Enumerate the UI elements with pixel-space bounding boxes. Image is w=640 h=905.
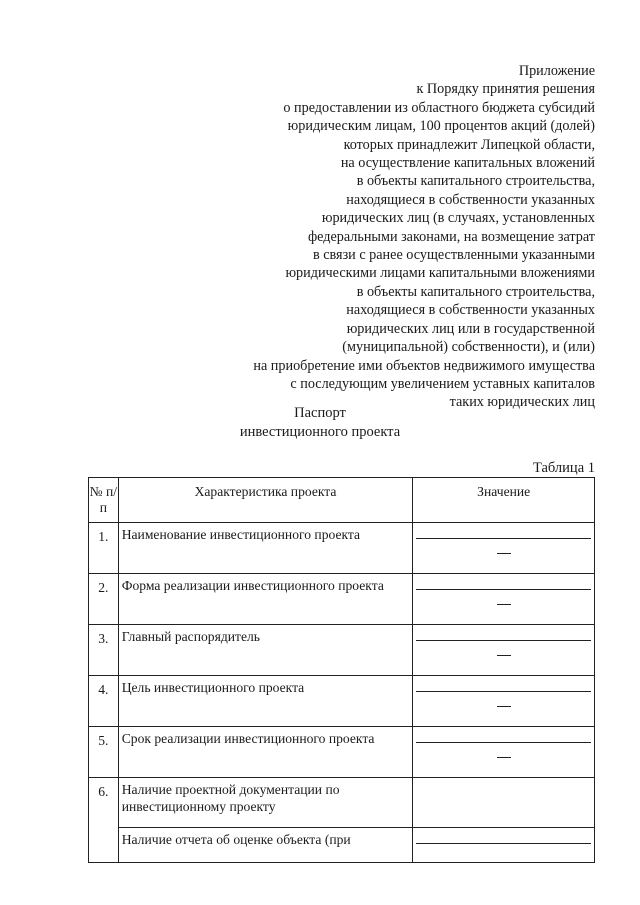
value-blank[interactable] — [413, 676, 595, 727]
value-blank[interactable] — [413, 574, 595, 625]
appendix-line: с последующим увеличением уставных капиталов — [290, 375, 595, 392]
table-row — [89, 574, 595, 625]
appendix-line: к Порядку принятия решения — [416, 81, 595, 98]
row-num: 6. — [98, 784, 109, 799]
row-characteristic: Наличие проектной документации по инвестиционному проекту — [121, 782, 340, 814]
header-characteristic: Характеристика проекта — [194, 484, 337, 499]
appendix-line: юридическим лицам, 100 процентов акций (долей) — [287, 118, 595, 135]
appendix-line: юридических лиц или в государственной — [346, 320, 595, 337]
table-row — [89, 676, 595, 727]
appendix-line: (муниципальной) собственности), и (или) — [342, 339, 595, 356]
table-row — [89, 828, 595, 863]
row-characteristic: Форма реализации инвестиционного проекта — [121, 578, 384, 593]
appendix-line: о предоставлении из областного бюджета субсидий — [283, 99, 595, 116]
row-num: 2. — [98, 580, 109, 595]
table-row — [89, 778, 595, 828]
appendix-line: в объекты капитального строительства, — [356, 283, 595, 300]
appendix-line: федеральными законами, на возмещение затрат — [307, 228, 595, 245]
appendix-line: в объекты капитального строительства, — [356, 173, 595, 190]
appendix-line: таких юридических лиц — [449, 394, 595, 411]
appendix-line: которых принадлежит Липецкой области, — [343, 136, 595, 153]
value-blank[interactable] — [413, 828, 595, 863]
value-blank[interactable] — [413, 523, 595, 574]
row-characteristic: Главный распорядитель — [121, 629, 260, 644]
value-empty[interactable] — [413, 778, 595, 828]
row-num: 3. — [98, 631, 109, 646]
appendix-line: в связи с ранее осуществленными указанными — [313, 247, 595, 264]
row-characteristic: Срок реализации инвестиционного проекта — [121, 731, 375, 746]
appendix-line: на осуществление капитальных вложений — [340, 155, 595, 172]
row-characteristic: Наличие отчета об оценке объекта (при — [121, 832, 351, 847]
row-characteristic: Наименование инвестиционного проекта — [121, 527, 361, 542]
table-header-row — [89, 478, 595, 523]
row-characteristic: Цель инвестиционного проекта — [121, 680, 305, 695]
table-row — [89, 625, 595, 676]
appendix-line: юридическими лицами капитальными вложениями — [285, 265, 595, 282]
header-num: № п/п — [89, 484, 118, 515]
table-row — [89, 523, 595, 574]
appendix-block — [175, 62, 595, 412]
passport-title: Паспорт — [294, 405, 346, 421]
appendix-line: юридических лиц (в случаях, установленных — [321, 210, 595, 227]
appendix-line: находящиеся в собственности указанных — [346, 302, 595, 319]
row-num: 1. — [98, 529, 109, 544]
appendix-line: Приложение — [518, 63, 595, 79]
passport-table — [88, 477, 595, 863]
row-num: 4. — [98, 682, 109, 697]
value-blank[interactable] — [413, 625, 595, 676]
table-row — [89, 727, 595, 778]
value-blank[interactable] — [413, 727, 595, 778]
appendix-line: на приобретение ими объектов недвижимого имущества — [253, 357, 595, 374]
table-caption: Таблица 1 — [532, 460, 595, 476]
passport-subtitle: инвестиционного проекта — [239, 424, 401, 440]
header-value: Значение — [477, 484, 531, 499]
appendix-line: находящиеся в собственности указанных — [346, 191, 595, 208]
row-num: 5. — [98, 733, 109, 748]
